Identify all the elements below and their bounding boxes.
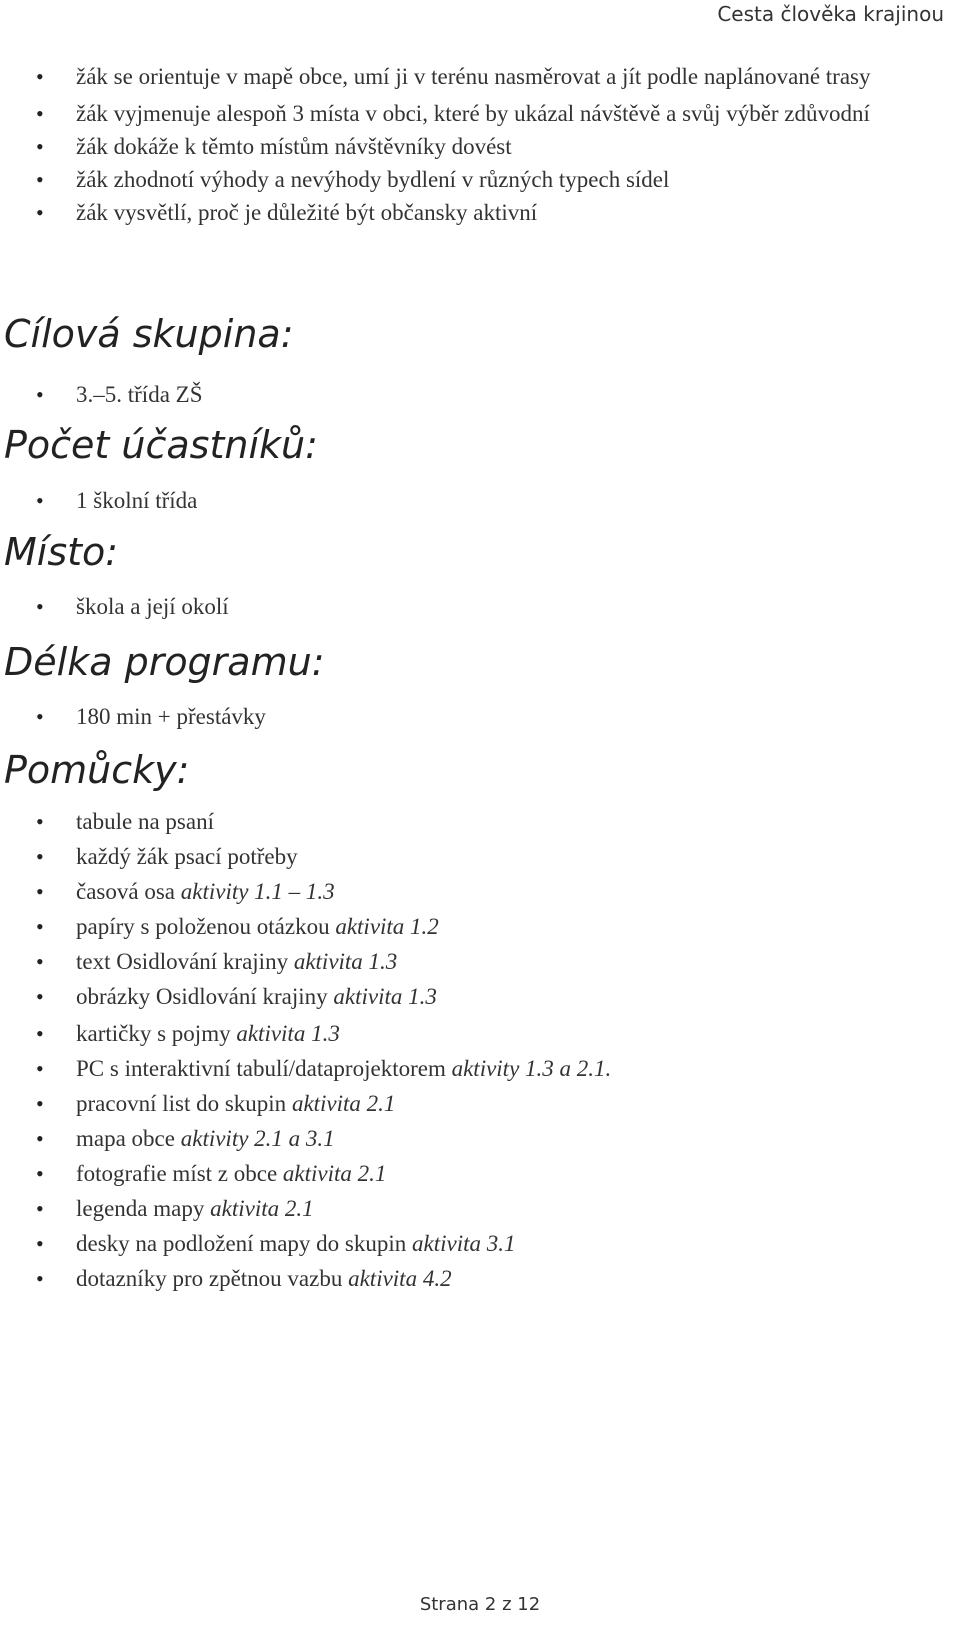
place-heading: Místo: [4,530,119,574]
duration-list [0,700,960,733]
tool-ref: aktivita 1.3 [293,949,398,974]
tool-text: každý žák psací potřeby [76,844,298,869]
tool-item [0,1017,960,1050]
tool-ref: aktivita 1.2 [335,914,439,939]
tool-item [0,1227,960,1260]
tool-item [0,1157,960,1190]
tool-text: papíry s položenou otázkou [76,914,330,939]
goal-item: • žák vyjmenuje alespoň 3 místa v obci, které by ukázal návštěvě a svůj výběr zdůvodní [0,97,960,130]
tool-item [0,1052,960,1085]
tools-list [0,805,960,1295]
tool-text: dotazníky pro zpětnou vazbu [76,1266,343,1291]
tool-ref: aktivita 1.3 [333,984,437,1009]
participants-item: • 1 školní třída [0,484,960,517]
tool-ref: aktivity 2.1 a 3.1 [180,1126,335,1151]
target-group-list [0,378,960,411]
tool-text: text Osidlování krajiny [76,949,289,974]
tool-text: časová osa [76,879,175,904]
goal-item: • žák se orientuje v mapě obce, umí ji v terénu nasměrovat a jít podle naplánované trasy [0,60,960,93]
tool-item [0,875,960,908]
page-number: Strana 2 z 12 [419,1594,541,1615]
tool-ref: aktivita 4.2 [348,1266,452,1291]
duration-heading: Délka programu: [4,640,325,684]
running-header: Cesta člověka krajinou [717,2,944,26]
tool-ref: aktivita 2.1 [291,1091,396,1116]
tool-text: kartičky s pojmy [76,1021,231,1046]
goal-item: • žák vysvětlí, proč je důležité být občansky aktivní [0,196,960,229]
target-group-item: • 3.–5. třída ZŠ [0,378,960,411]
participants-heading: Počet účastníků: [4,423,318,467]
tool-item [0,1087,960,1120]
tool-item [0,910,960,943]
tool-item [0,1192,960,1225]
tool-item [0,1122,960,1155]
goal-item: • žák zhodnotí výhody a nevýhody bydlení v různých typech sídel [0,163,960,196]
tool-text: mapa obce [76,1126,175,1151]
target-group-heading: Cílová skupina: [4,312,294,356]
goals-list [0,60,960,229]
tool-text: PC s interaktivní tabulí/dataprojektorem [76,1056,446,1081]
duration-item: • 180 min + přestávky [0,700,960,733]
tool-ref: aktivity 1.1 – 1.3 [180,879,335,904]
tool-ref: aktivita 3.1 [412,1231,516,1256]
tool-item [0,805,960,838]
place-item: • škola a její okolí [0,590,960,623]
tool-item [0,980,960,1013]
tools-heading: Pomůcky: [4,748,190,792]
tool-text: pracovní list do skupin [76,1091,287,1116]
tool-ref: aktivita 1.3 [236,1021,340,1046]
participants-list [0,484,960,517]
tool-text: tabule na psaní [76,809,214,834]
tool-text: legenda mapy [76,1196,205,1221]
tool-ref: aktivita 2.1 [282,1161,387,1186]
tool-text: desky na podložení mapy do skupin [76,1231,407,1256]
tool-item [0,1262,960,1295]
place-list [0,590,960,623]
goal-item: • žák dokáže k těmto místům návštěvníky dovést [0,130,960,163]
tool-item [0,840,960,873]
tool-item [0,945,960,978]
tool-ref: aktivita 2.1 [210,1196,314,1221]
tool-text: fotografie míst z obce [76,1161,278,1186]
tool-text: obrázky Osidlování krajiny [76,984,328,1009]
tool-ref: aktivity 1.3 a 2.1. [451,1056,612,1081]
